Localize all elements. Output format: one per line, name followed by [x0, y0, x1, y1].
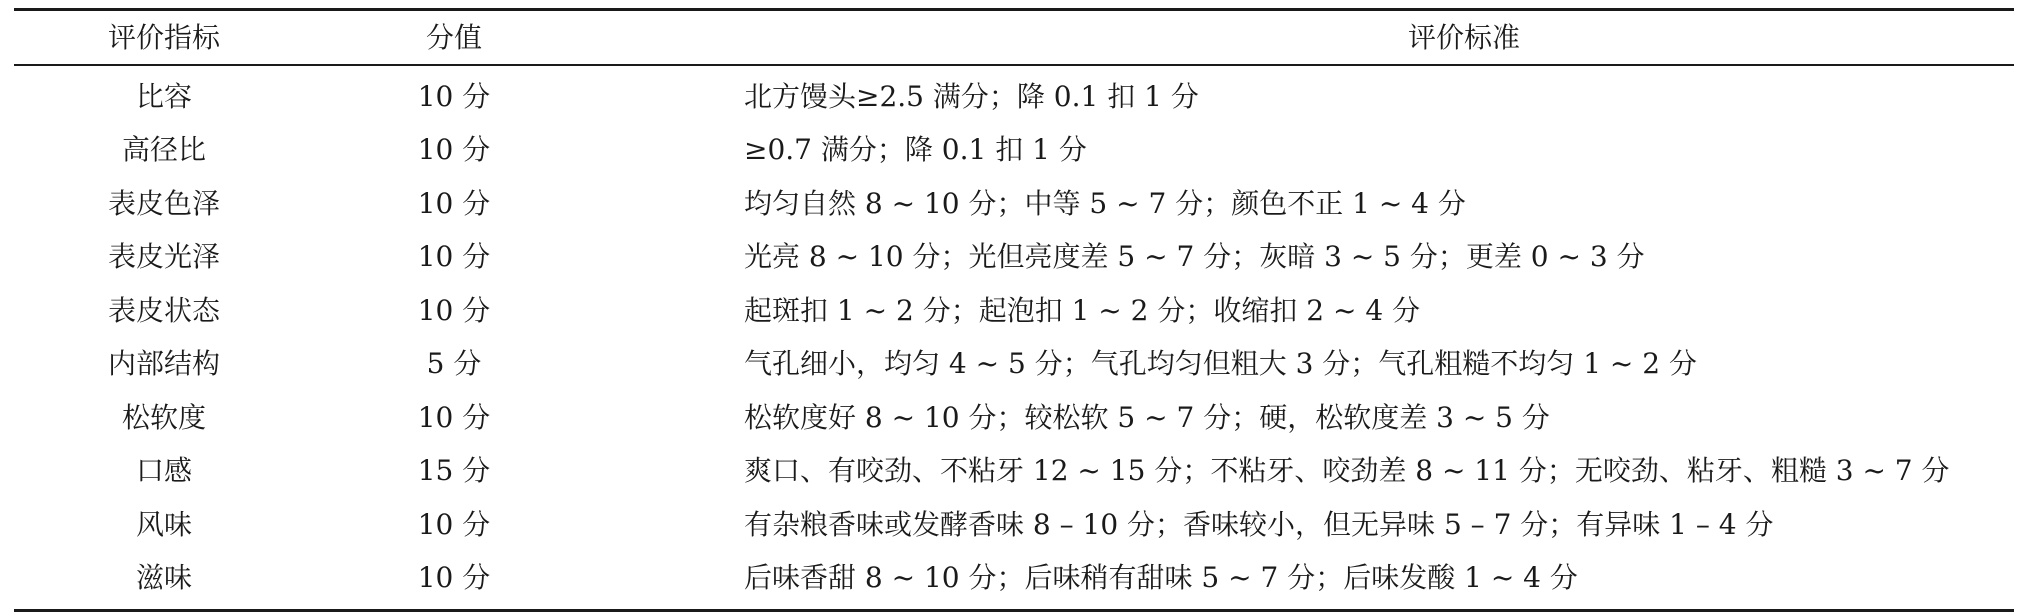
row-criteria: 均匀自然 8 ~ 10 分；中等 5 ~ 7 分；颜色不正 1 ~ 4 分: [744, 186, 1466, 220]
row-name: 表皮状态: [107, 293, 220, 327]
row-name: 表皮色泽: [107, 186, 220, 220]
row-name: 风味: [135, 507, 192, 541]
row-name: 表皮光泽: [107, 240, 220, 274]
row-score: 10 分: [417, 507, 491, 541]
row-score: 15 分: [417, 454, 491, 488]
row-name: 滋味: [135, 561, 192, 595]
row-name: 比容: [135, 79, 192, 113]
row-score: 10 分: [417, 133, 491, 167]
row-score: 10 分: [417, 400, 491, 434]
table-body: [14, 66, 2014, 609]
table-row: [14, 231, 2014, 285]
row-score: 10 分: [417, 293, 491, 327]
table-row: [14, 391, 2014, 445]
row-criteria: 北方馒头≥2.5 满分；降 0.1 扣 1 分: [744, 79, 1199, 113]
header-name: 评价指标: [107, 20, 220, 54]
row-score: 10 分: [417, 240, 491, 274]
header-criteria: 评价标准: [1407, 20, 1520, 54]
row-name: 内部结构: [107, 347, 220, 381]
row-criteria: 松软度好 8 ~ 10 分；较松软 5 ~ 7 分；硬，松软度差 3 ~ 5 分: [744, 400, 1550, 434]
row-score: 10 分: [417, 186, 491, 220]
table-row: [14, 177, 2014, 231]
row-criteria: 爽口、有咬劲、不粘牙 12 ~ 15 分；不粘牙、咬劲差 8 ~ 11 分；无咬劲、粘牙、粗糙 3 ~ 7 分: [744, 454, 1950, 488]
row-name: 高径比: [121, 133, 206, 167]
table-row: [14, 70, 2014, 124]
table-bottom-rule: [14, 609, 2014, 612]
row-criteria: 后味香甜 8 ~ 10 分；后味稍有甜味 5 ~ 7 分；后味发酸 1 ~ 4 分: [744, 561, 1578, 595]
table-row: [14, 498, 2014, 552]
evaluation-table: [14, 8, 2014, 612]
row-name: 松软度: [121, 400, 206, 434]
table-row: [14, 338, 2014, 392]
row-name: 口感: [135, 454, 192, 488]
row-score: 10 分: [417, 561, 491, 595]
table-row: [14, 124, 2014, 178]
table-header-row: [14, 11, 2014, 64]
table-row: [14, 552, 2014, 606]
table-row: [14, 445, 2014, 499]
row-score: 5 分: [426, 347, 482, 381]
header-score: 分值: [425, 20, 482, 54]
row-criteria: 起斑扣 1 ~ 2 分；起泡扣 1 ~ 2 分；收缩扣 2 ~ 4 分: [744, 293, 1421, 327]
row-criteria: 有杂粮香味或发酵香味 8 – 10 分；香味较小，但无异味 5 – 7 分；有异味 1 – 4 分: [744, 507, 1774, 541]
row-criteria: ≥0.7 满分；降 0.1 扣 1 分: [744, 133, 1087, 167]
table-row: [14, 284, 2014, 338]
row-criteria: 光亮 8 ~ 10 分；光但亮度差 5 ~ 7 分；灰暗 3 ~ 5 分；更差 0 ~ 3 分: [744, 240, 1645, 274]
row-criteria: 气孔细小，均匀 4 ~ 5 分；气孔均匀但粗大 3 分；气孔粗糙不均匀 1 ~ 2 分: [744, 347, 1698, 381]
row-score: 10 分: [417, 79, 491, 113]
